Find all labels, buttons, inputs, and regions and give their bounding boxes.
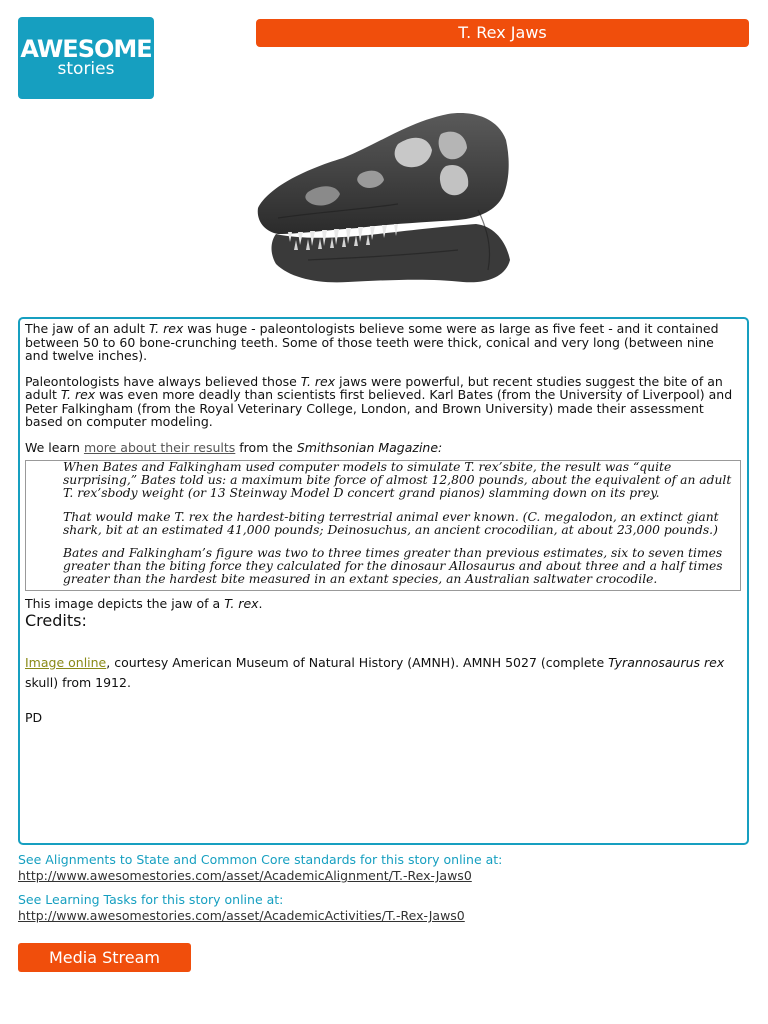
smithsonian-blockquote — [25, 460, 741, 591]
logo-line-1: AWESOME — [20, 35, 152, 63]
story-content-box — [18, 317, 749, 845]
awesome-stories-logo[interactable] — [18, 17, 154, 99]
quote-paragraph: When Bates and Falkingham used computer models to simulate T. rex’sbite, the result was “quite surprising,” Bates told us: a maximum bite force of almost 12,800 pounds, about the equivalent of an adult T. rex’sbody weight (or 13 Steinway Model D concert grand pianos) slamming down on its prey. — [63, 460, 732, 501]
paragraph-bite-research: Paleontologists have always believed those T. rex jaws were powerful, but recent studies suggest the bite of an adult T. rex was even more deadly than scientists first believed. Karl Bates (from the University of Liverpool) and Peter Falkingham (from the Royal Veterinary College, London, and Brown University) made their assessment based on computer modeling. — [25, 373, 733, 429]
page-title: T. Rex Jaws — [256, 19, 749, 47]
alignment-url-link[interactable]: http://www.awesomestories.com/asset/AcademicAlignment/T.-Rex-Jaws0 — [18, 868, 472, 883]
credits-heading: Credits: — [25, 611, 87, 631]
image-description: This image depicts the jaw of a T. rex. — [25, 595, 263, 611]
quote-paragraph: Bates and Falkingham’s figure was two to three times greater than previous estimates, six to seven times greater than the biting force they calculated for the dinosaur Allosaurus and about three and a half times greater than the hardest bite measured in an extant species, an Australian saltwater crocodile. — [63, 546, 723, 587]
paragraph-jaw-size: The jaw of an adult T. rex was huge - paleontologists believe some were as large as five feet - and it contained between 50 to 60 bone-crunching teeth. Some of those teeth were thick, conical and very long (between nine and twelve inches). — [25, 321, 719, 363]
logo-line-2: stories — [57, 59, 115, 79]
learning-tasks-label: See Learning Tasks for this story online at: — [18, 892, 284, 907]
paragraph-learn-more: We learn more about their results from the Smithsonian Magazine: — [25, 439, 443, 455]
credits-text: Image online, courtesy American Museum of Natural History (AMNH). AMNH 5027 (complete Tyrannosaurus rex skull) from 1912. — [25, 655, 725, 691]
quote-paragraph: That would make T. rex the hardest-biting terrestrial animal ever known. (C. megalodon, an extinct giant shark, bit at an estimated 41,000 pounds; Deinosuchus, an ancient crocodilian, at about 23,000 pounds.) — [63, 509, 719, 537]
license-text: PD — [25, 710, 43, 726]
more-about-results-link[interactable]: more about their results — [83, 439, 236, 455]
learning-tasks-url-link[interactable]: http://www.awesomestories.com/asset/AcademicActivities/T.-Rex-Jaws0 — [18, 908, 465, 923]
alignment-label: See Alignments to State and Common Core standards for this story online at: — [18, 852, 503, 867]
t-rex-skull-image — [248, 100, 520, 298]
media-stream-button[interactable]: Media Stream — [18, 943, 191, 972]
image-online-link[interactable]: Image online — [25, 655, 107, 671]
